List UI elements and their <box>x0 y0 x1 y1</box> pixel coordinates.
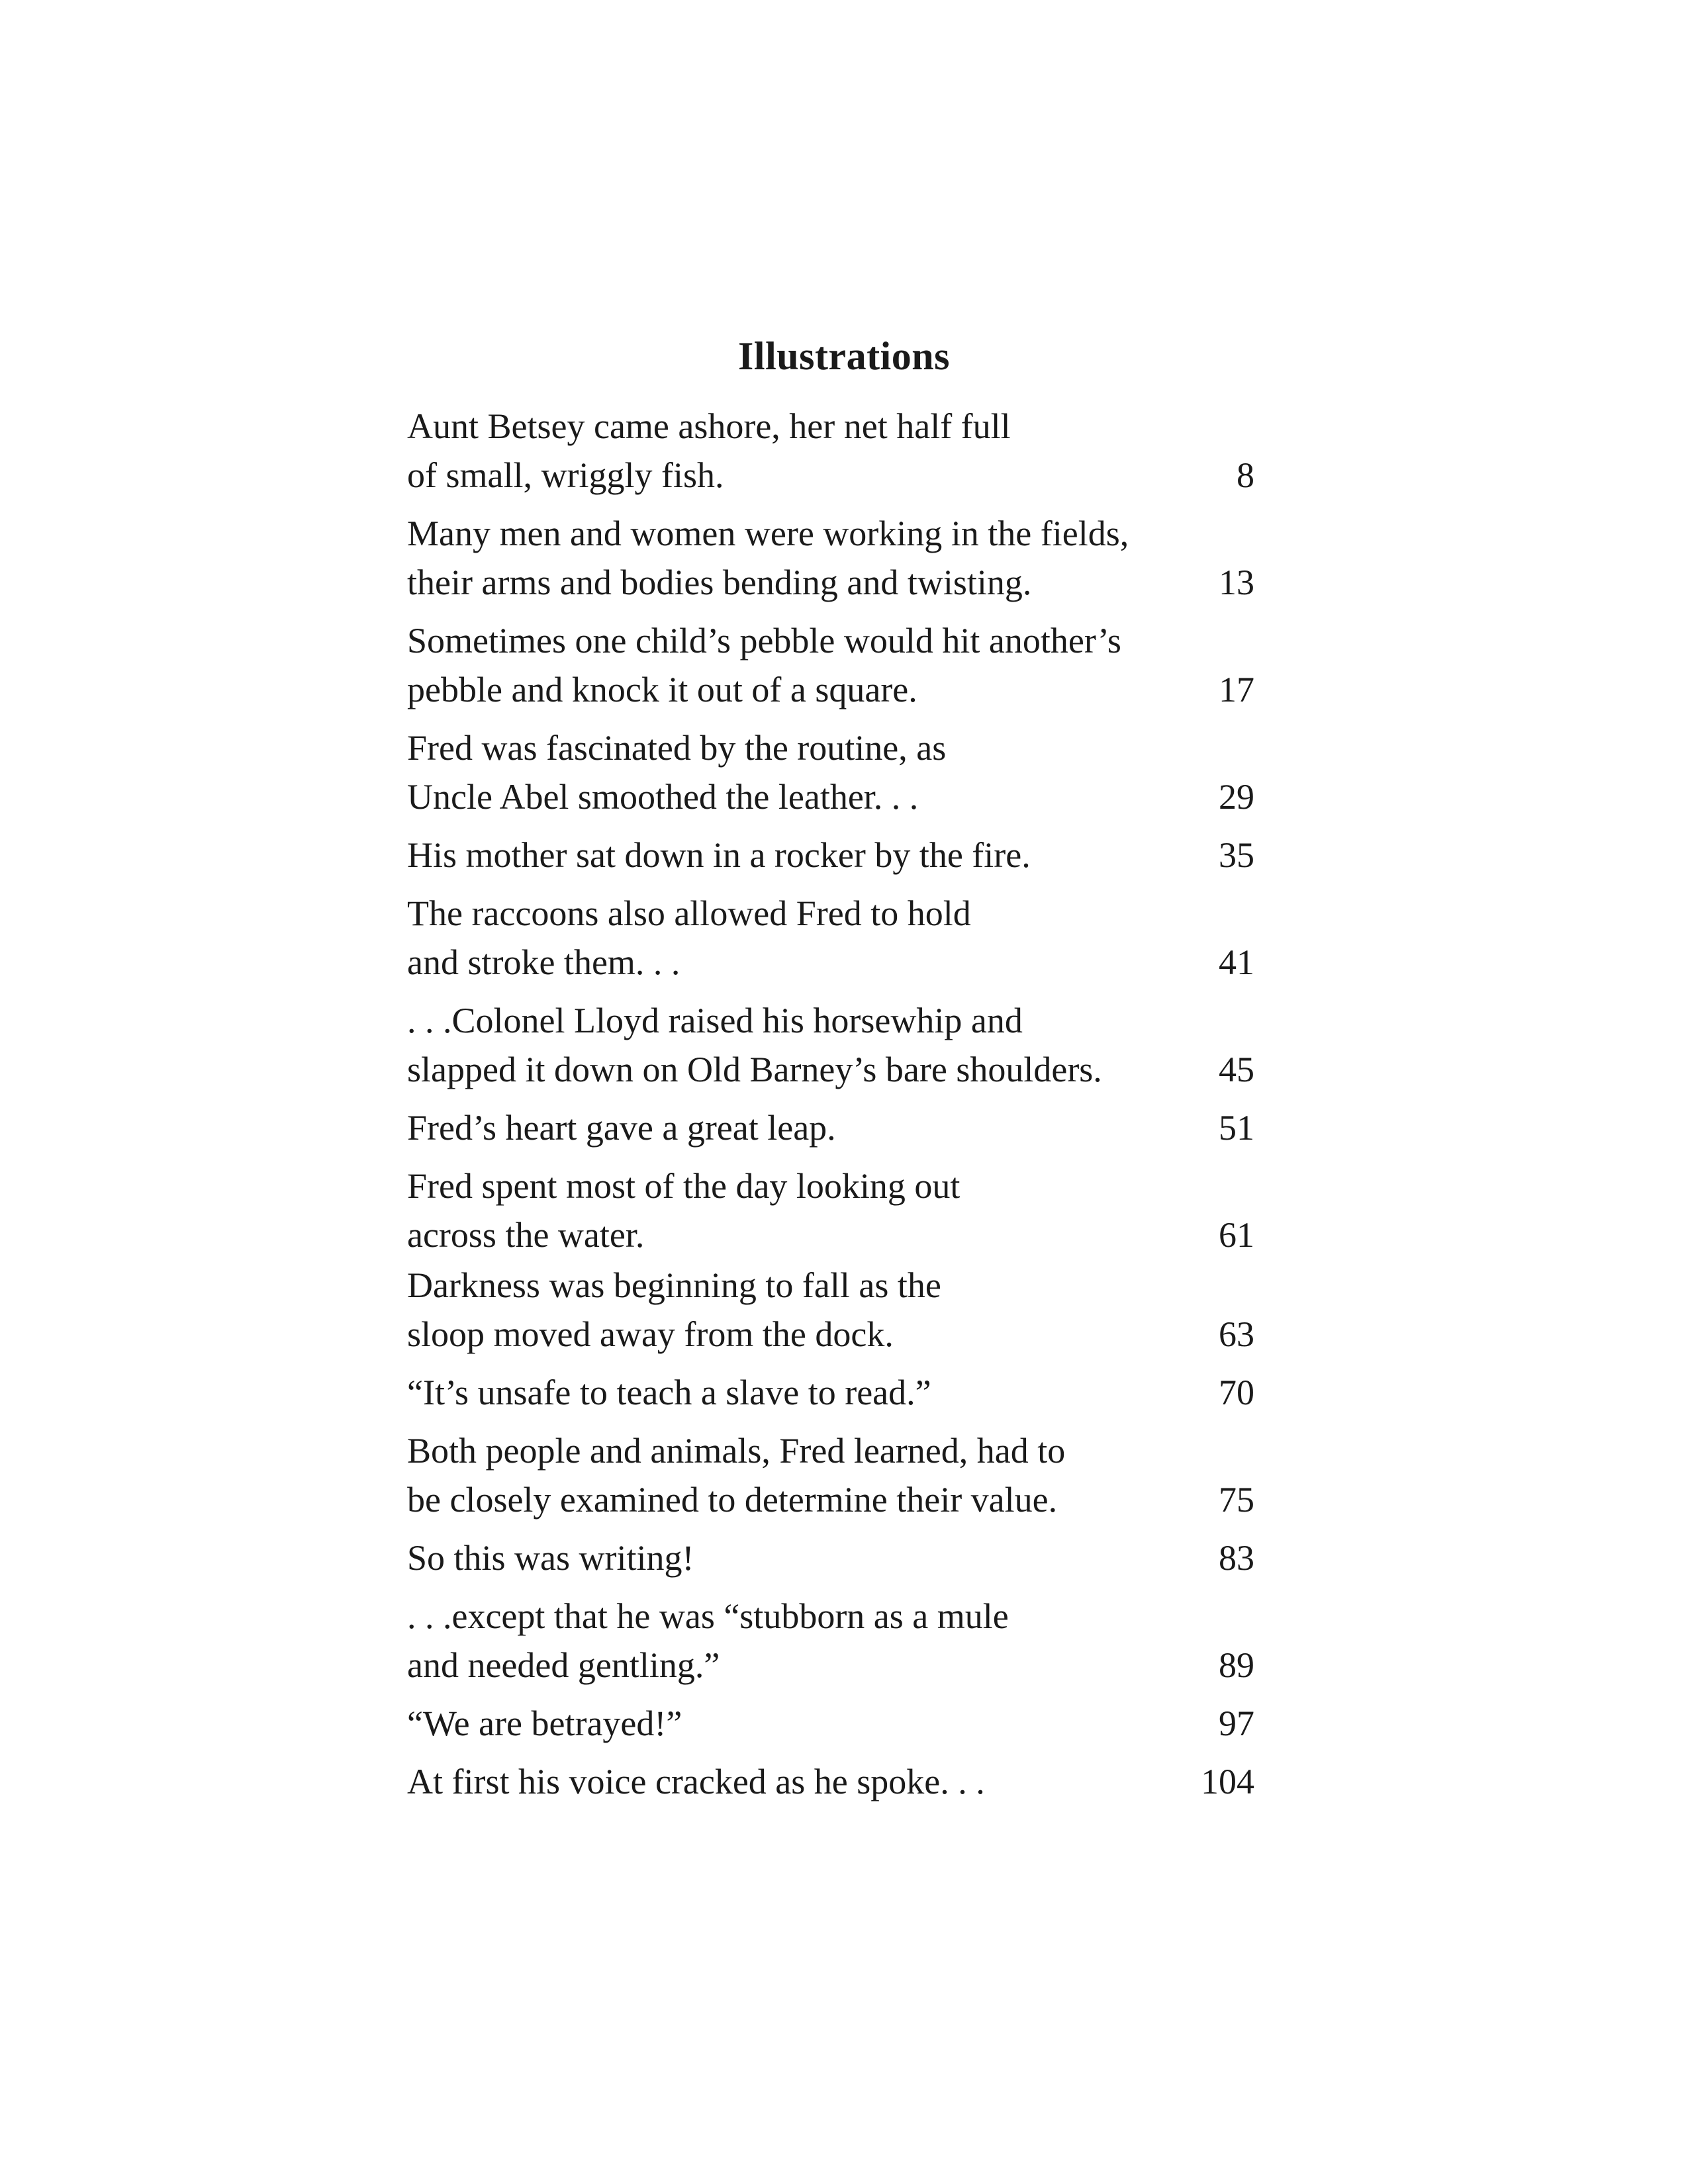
page-number: 41 <box>1219 942 1254 982</box>
entry-text-line: So this was writing! <box>407 1538 694 1578</box>
entry-text-line: their arms and bodies bending and twisting. <box>407 563 1032 602</box>
entry-text-line: Sometimes one child’s pebble would hit another’s <box>407 621 1121 660</box>
page-title: Illustrations <box>738 334 950 378</box>
entry-text-line: pebble and knock it out of a square. <box>407 670 917 709</box>
entry-text-line: The raccoons also allowed Fred to hold <box>407 893 971 933</box>
entry-text-line: be closely examined to determine their value. <box>407 1480 1058 1520</box>
entry-text-line: Many men and women were working in the fields, <box>407 514 1129 553</box>
page-number: 61 <box>1219 1215 1254 1255</box>
entry-text-line: “We are betrayed!” <box>407 1704 682 1743</box>
page-number: 70 <box>1219 1373 1254 1412</box>
entry-text-line: of small, wriggly fish. <box>407 455 724 495</box>
page-number: 8 <box>1237 455 1254 495</box>
page-number: 104 <box>1201 1762 1254 1801</box>
entry-text-line: At first his voice cracked as he spoke. . . <box>407 1762 985 1801</box>
page-number: 29 <box>1219 777 1254 817</box>
entry-text-line: sloop moved away from the dock. <box>407 1314 894 1354</box>
page-number: 83 <box>1219 1538 1254 1578</box>
entry-text-line: Fred’s heart gave a great leap. <box>407 1108 836 1148</box>
page-number: 45 <box>1219 1050 1254 1089</box>
page-number: 63 <box>1219 1314 1254 1354</box>
entry-text-line: . . .Colonel Lloyd raised his horsewhip and <box>407 1001 1023 1040</box>
page-number: 17 <box>1219 670 1254 709</box>
page-number: 97 <box>1219 1704 1254 1743</box>
page-number: 13 <box>1219 563 1254 602</box>
page-number: 35 <box>1219 835 1254 875</box>
entry-text-line: Fred spent most of the day looking out <box>407 1166 961 1206</box>
entry-text-line: Fred was fascinated by the routine, as <box>407 728 947 768</box>
entry-text-line: slapped it down on Old Barney’s bare shoulders. <box>407 1050 1102 1089</box>
entry-text-line: His mother sat down in a rocker by the fire. <box>407 835 1031 875</box>
entry-text-line: Uncle Abel smoothed the leather. . . <box>407 777 919 817</box>
entry-text-line: across the water. <box>407 1215 645 1255</box>
page-number: 51 <box>1219 1108 1254 1148</box>
entry-text-line: Aunt Betsey came ashore, her net half full <box>407 406 1011 446</box>
entry-text-line: Darkness was beginning to fall as the <box>407 1265 941 1305</box>
page-number: 75 <box>1219 1480 1254 1520</box>
page-number: 89 <box>1219 1645 1254 1685</box>
entry-text-line: Both people and animals, Fred learned, had to <box>407 1431 1066 1471</box>
entry-text-line: and stroke them. . . <box>407 942 680 982</box>
entry-text-line: and needed gentling.” <box>407 1645 720 1685</box>
entry-text-line: “It’s unsafe to teach a slave to read.” <box>407 1373 931 1412</box>
entry-text-line: . . .except that he was “stubborn as a mule <box>407 1596 1009 1636</box>
